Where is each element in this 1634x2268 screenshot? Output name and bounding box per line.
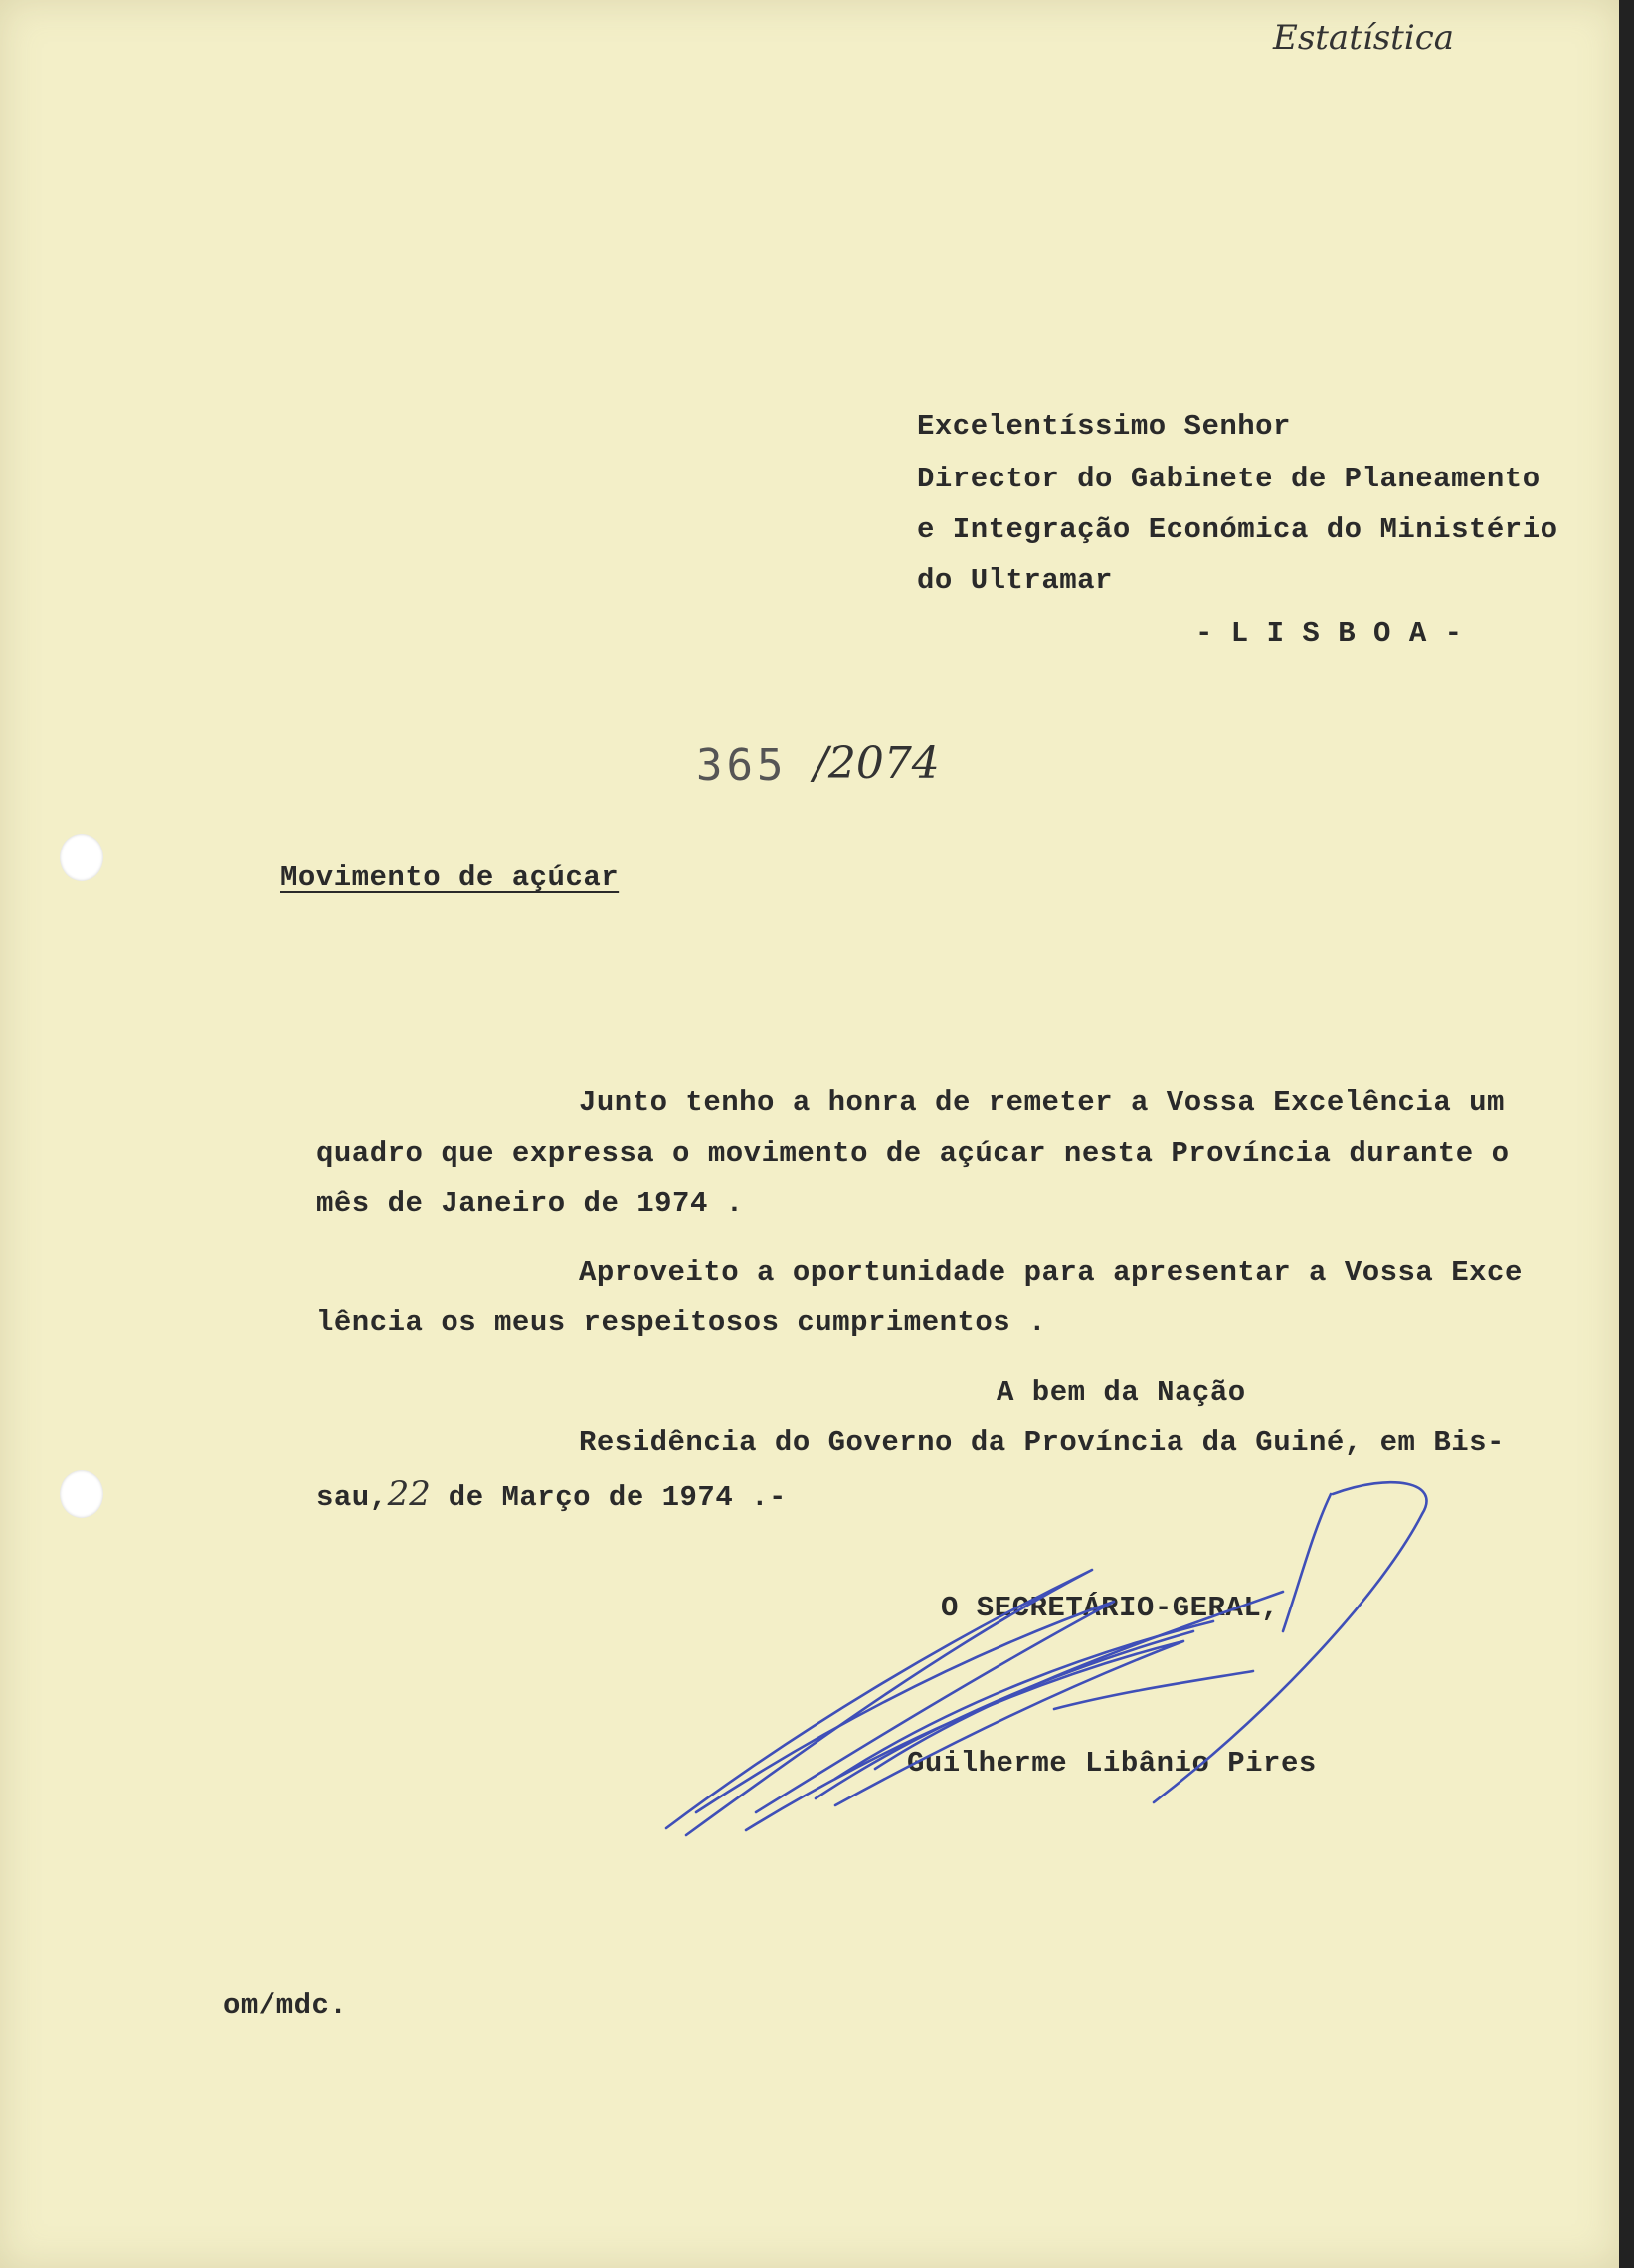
signature-stroke (816, 1631, 1193, 1798)
addressee-line: e Integração Económica do Ministério (917, 513, 1558, 546)
scan-edge (1619, 0, 1634, 2268)
addressee-line: Excelentíssimo Senhor (917, 410, 1291, 443)
signature-stroke (835, 1621, 1213, 1779)
place-date-text: sau, (316, 1481, 388, 1514)
body-line: Junto tenho a honra de remeter a Vossa Excelência um (579, 1086, 1505, 1119)
signatory-title: O SECRETÁRIO-GERAL, (941, 1592, 1280, 1624)
reference-year: /2074 (814, 738, 940, 789)
signature-stroke (666, 1570, 1092, 1835)
signatory-name: Guilherme Libânio Pires (907, 1747, 1317, 1780)
body-line: mês de Janeiro de 1974 . (316, 1187, 744, 1220)
signature-stroke (875, 1592, 1283, 1769)
signature-stroke (746, 1641, 1183, 1830)
body-line: quadro que expressa o movimento de açúcar nesta Província durante o (316, 1137, 1510, 1170)
closing-line: A bem da Nação (997, 1376, 1246, 1409)
body-line: lência os meus respeitosos cumprimentos . (316, 1306, 1047, 1339)
typist-initials: om/mdc. (223, 1989, 348, 2022)
signature-stroke (1054, 1671, 1253, 1709)
addressee-line: Director do Gabinete de Planeamento (917, 463, 1541, 495)
place-date-line: Residência do Governo da Província da Guiné, em Bis- (579, 1426, 1505, 1459)
signature-stroke (1283, 1494, 1331, 1631)
signature-stroke (696, 1602, 1114, 1812)
body-line: Aproveito a oportunidade para apresentar a Vossa Exce (579, 1256, 1523, 1289)
annotation-estatistica: Estatística (1273, 18, 1455, 58)
subject-line: Movimento de açúcar (280, 861, 620, 894)
addressee-city: - L I S B O A - (1195, 617, 1463, 650)
place-date-text: de Março de 1974 .- (430, 1481, 787, 1514)
addressee-line: do Ultramar (917, 564, 1113, 597)
place-date-day: 22 (387, 1474, 431, 1514)
reference-stamp: 365 (696, 740, 788, 791)
signature-stroke (1154, 1482, 1426, 1802)
